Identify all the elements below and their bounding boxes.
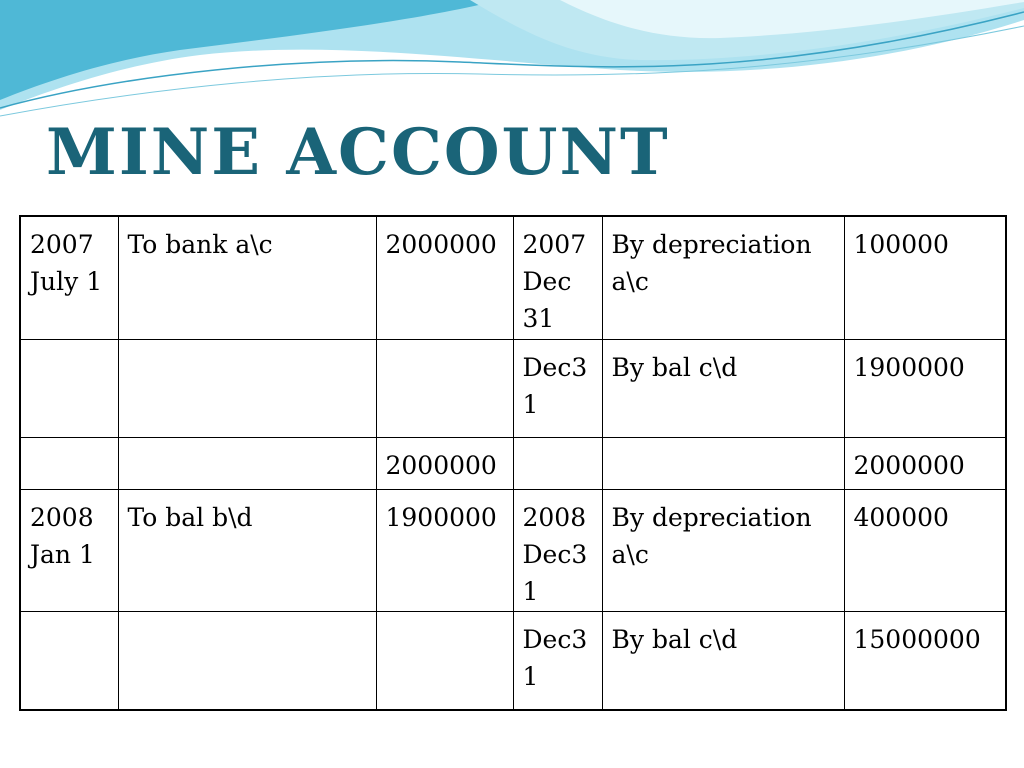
cell-text: 2000000 [385,230,497,259]
credit-particulars-cell [602,216,844,339]
credit-date-cell [513,437,602,489]
credit-amount-cell [844,437,1006,489]
debit-particulars-cell [118,339,376,437]
cell-line: By bal c\d [611,624,738,654]
cell-text: 400000 [853,502,949,532]
cell-line: 1 [522,389,539,419]
credit-amount-cell [844,339,1006,437]
cell-line: 2008 [522,502,587,532]
cell-line: By depreciation [611,502,812,532]
credit-amount-cell [844,489,1006,611]
credit-date-cell [513,339,602,437]
cell-line: Dec3 [522,624,588,654]
debit-date-cell [20,339,118,437]
page-title: MINE ACCOUNT [46,115,670,190]
debit-date-cell [20,611,118,710]
cell-line: 2008 [30,502,94,532]
cell-line: 1 [522,661,539,691]
cell-line: 2007 [522,230,587,259]
cell-line: Jan 1 [30,539,95,569]
cell-line: Dec [522,267,572,296]
debit-particulars-cell [118,216,376,339]
cell-line: Dec3 [522,352,588,382]
cell-line: Dec3 [522,539,588,569]
cell-line: 2007 [30,230,94,259]
wave-decoration [0,0,1024,130]
credit-particulars-cell [602,489,844,611]
ledger-row [20,611,1006,710]
credit-amount-cell [844,216,1006,339]
debit-particulars-cell [118,437,376,489]
debit-amount-cell [376,437,513,489]
cell-line: a\c [611,539,649,569]
credit-date-cell [513,216,602,339]
cell-text: 100000 [853,230,949,259]
debit-particulars-cell [118,489,376,611]
cell-line: 31 [522,304,555,333]
debit-amount-cell [376,216,513,339]
debit-date-cell [20,437,118,489]
cell-line: a\c [611,267,649,296]
cell-line: 1 [522,576,539,606]
cell-text: 2000000 [853,450,965,480]
cell-text: To bal b\d [127,502,253,532]
ledger-row [20,437,1006,489]
debit-particulars-cell [118,611,376,710]
ledger-row [20,339,1006,437]
ledger-row [20,216,1006,339]
credit-date-cell [513,611,602,710]
cell-text: 2000000 [385,450,497,480]
cell-text: To bank a\c [127,230,273,259]
credit-particulars-cell [602,339,844,437]
cell-text: 1900000 [853,352,965,382]
debit-date-cell [20,489,118,611]
ledger-row [20,489,1006,611]
cell-line: By depreciation [611,230,812,259]
credit-particulars-cell [602,437,844,489]
cell-text: 1900000 [385,502,497,532]
debit-amount-cell [376,489,513,611]
ledger-table [19,215,1007,711]
cell-text: 15000000 [853,624,981,654]
credit-particulars-cell [602,611,844,710]
credit-date-cell [513,489,602,611]
cell-line: July 1 [30,267,103,296]
debit-amount-cell [376,339,513,437]
debit-date-cell [20,216,118,339]
debit-amount-cell [376,611,513,710]
credit-amount-cell [844,611,1006,710]
cell-line: By bal c\d [611,352,738,382]
